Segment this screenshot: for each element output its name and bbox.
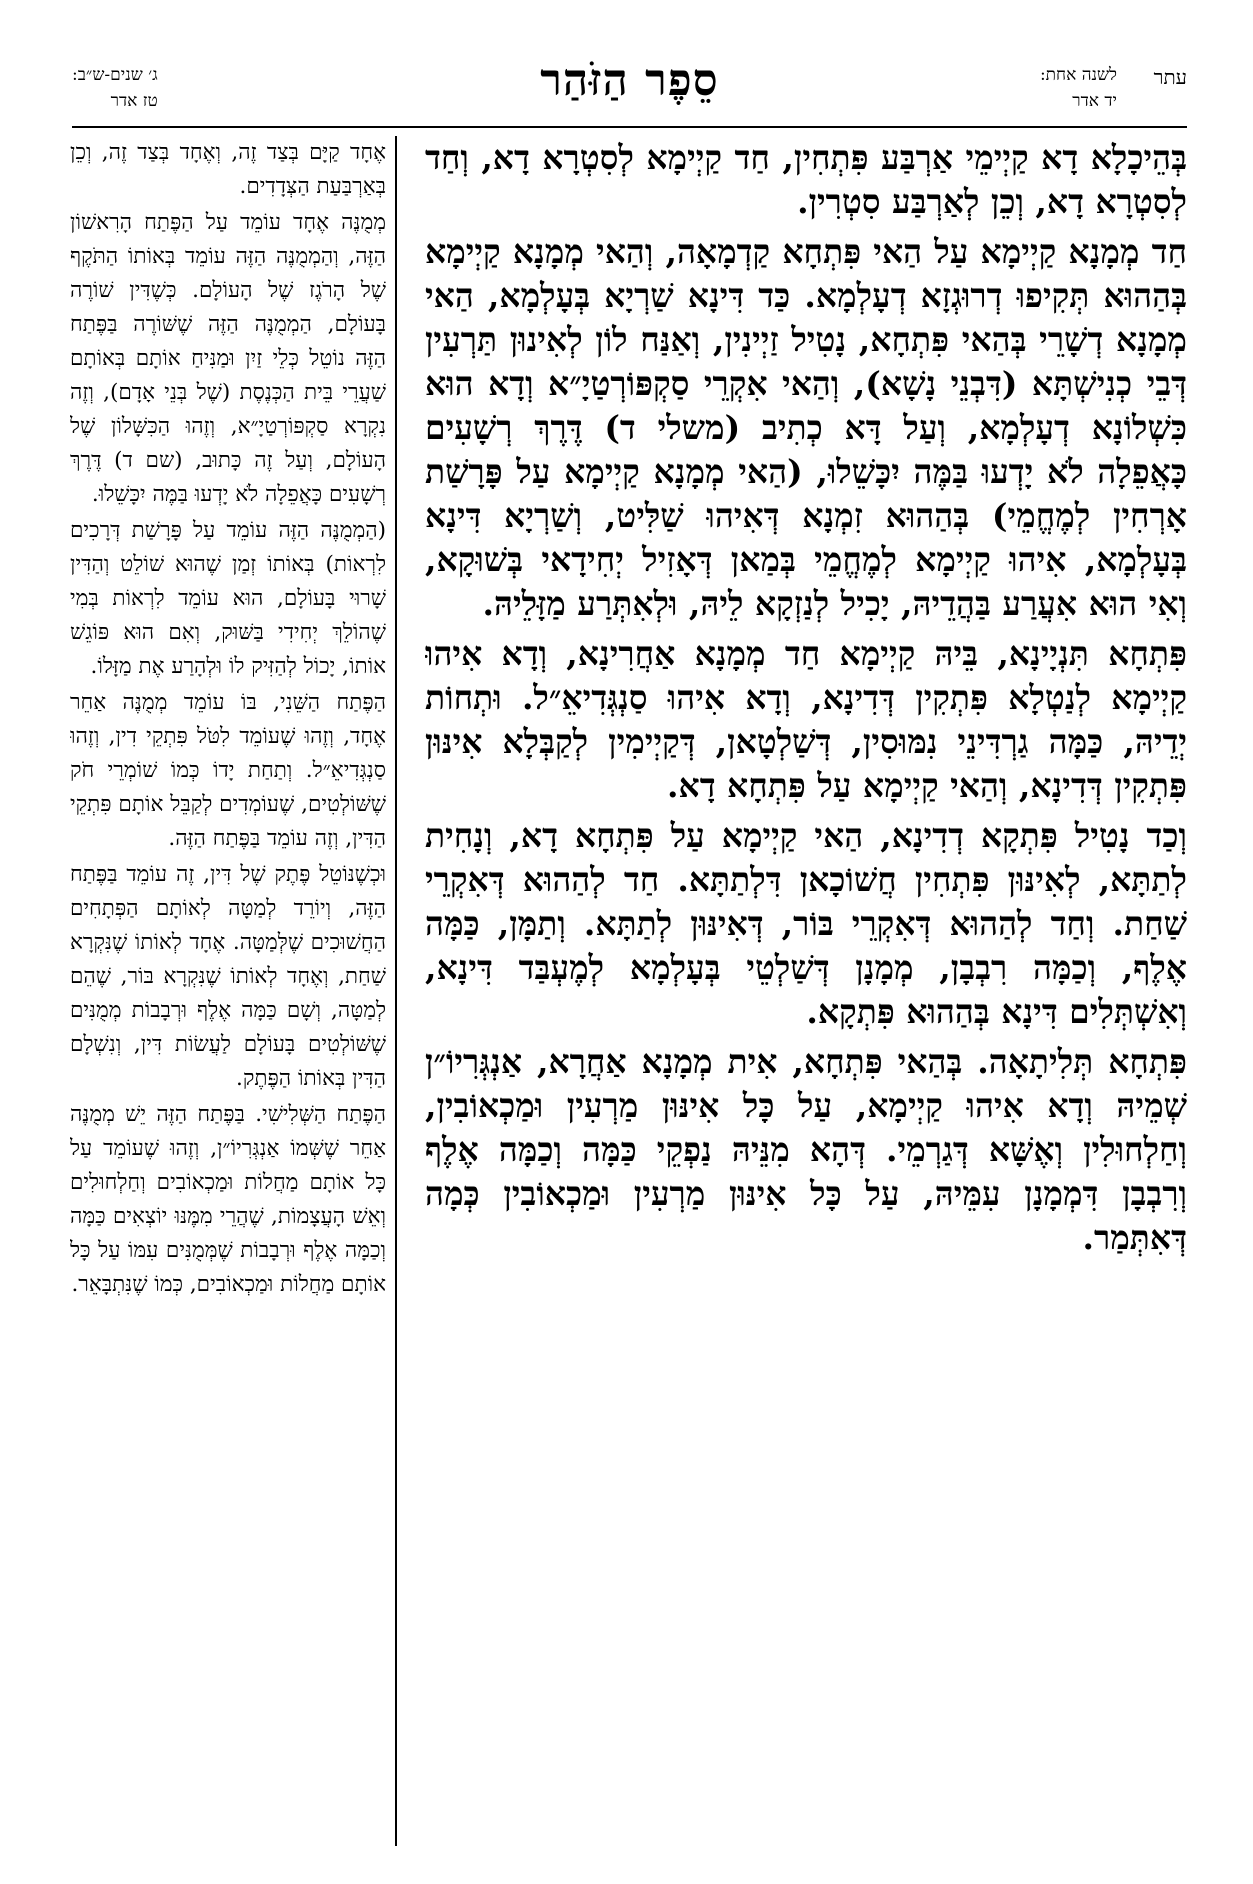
column-divider [395,136,397,1846]
header-year-left: ג׳ שנים-ש״ב: [72,65,158,85]
side-paragraph: (הַמְמֻנֶּה הַזֶּה עוֹמֵד עַל פָּרָשַׁת דְּרָכִים לִרְאוֹת) בְּאוֹתוֹ זְמַן שֶׁהוּא שׁוֹלֵט וְהַדִּין שָׁרוּי בָּעוֹלָם, הוּא עוֹמֵד לִרְאוֹת בְּמִי שֶׁהוֹלֵךְ יְחִידִי בַּשּׁוּק, וְאִם הוּא פּוֹגֵשׁ אוֹתוֹ, יָכוֹל לְהַזִּיק לוֹ וּלְהָרַע אֶת מַזָּלוֹ. [70,518,386,679]
hebrew-translation-column [70,136,386,1846]
main-paragraph: בְּהֵיכָלָא דָא קַיְימֵי אַרְבַּע פִּתְחִין, חַד קַיְימָא לְסִטְרָא דָא, וְחַד לְסִטְרָא דָא, וְכֵן לְאַרְבַּע סִטְרִין. [425,138,1187,221]
aramaic-main-column [425,136,1187,1846]
header-divider [72,126,1187,128]
main-paragraph: פִּתְחָא תִּנְיָינָא, בֵּיהּ קַיְימָא חַד מְמָנָא אַחֲרִינָא, וְדָא אִיהוּ קַיְימָא לְנַטְלָא פִּתְקִין דְּדִינָא, וְדָא אִיהוּ סַנְגְּדִיאֵ״ל. וּתְחוֹת יְדֵיהּ, כַּמָּה גַרְדִּינֵי נִמּוּסִין, דְּשַׁלְטָאן, דְּקַיְימִין לְקַבְּלָא אִינּוּן פִּתְקִין דְּדִינָא, וְהַאי קַיְימָא עַל פִּתְחָא דָא. [425,634,1187,805]
side-paragraph: וּכְשֶׁנּוֹטֵל פֶּתֶק שֶׁל דִּין, זֶה עוֹמֵד בַּפֶּתַח הַזֶּה, וְיוֹרֵד לְמַטָּה לְאוֹתָם הַפְּתָחִים הַחֲשׁוּכִים שֶׁלְּמַטָּה. אֶחָד לְאוֹתוֹ שֶׁנִּקְרָא שַׁחַת, וְאֶחָד לְאוֹתוֹ שֶׁנִּקְרָא בּוֹר, שֶׁהֵם לְמַטָּה, וְשָׁם כַּמָּה אֶלֶף וּרְבָבוֹת מְמֻנִּים שֶׁשּׁוֹלְטִים בָּעוֹלָם לַעֲשׂוֹת דִּין, וְנִשְׁלָם הַדִּין בְּאוֹתוֹ הַפֶּתֶק. [70,862,386,1091]
page-title: סֵפֶר הַזֹּהַר [540,55,719,106]
page-header [72,55,1187,129]
side-paragraph: הַפֶּתַח הַשְּׁלִישִׁי. בַּפֶּתַח הַזֶּה יֵשׁ מְמֻנֶּה אַחֵר שֶׁשְּׁמוֹ אַנְגְּרִיוֹ״ן, וְזֶהוּ שֶׁעוֹמֵד עַל כָּל אוֹתָם מַחֲלוֹת וּמַכְאוֹבִים וְחַלְחוּלִים וְאֵשׁ הָעֲצָמוֹת, שֶׁהֲרֵי מִמֶּנּוּ יוֹצְאִים כַּמָּה וְכַמָּה אֶלֶף וּרְבָבוֹת שֶׁמְּמֻנִּים עִמּוֹ עַל כָּל אוֹתָם מַחֲלוֹת וּמַכְאוֹבִים, כְּמוֹ שֶׁנִּתְבָּאֵר. [70,1102,386,1297]
header-date-left: טז אדר [110,91,158,111]
header-label: עתר [1153,65,1187,89]
main-paragraph: פִּתְחָא תְּלִיתָאָה. בְּהַאי פִּתְחָא, אִית מְמָנָא אַחֲרָא, אַנְגְּרִיוֹ״ן שְׁמֵיהּ וְדָא אִיהוּ קַיְימָא, עַל כָּל אִינּוּן מַרְעִין וּמַכְאוֹבִין, וְחַלְחוּלִין וְאֶשָּׁא דְּגַרְמֵי. דְּהָא מִנֵּיהּ נַפְקֵי כַּמָּה וְכַמָּה אֶלֶף וְרִבְבָן דִּמְמָנָן עִמֵּיהּ, עַל כָּל אִינּוּן מַרְעִין וּמַכְאוֹבִין כְּמָה דְּאִתְּמַר. [425,1042,1187,1257]
side-paragraph: אֶחָד קַיָּם בְּצַד זֶה, וְאֶחָד בְּצַד זֶה, וְכֵן בְּאַרְבַּעַת הַצְּדָדִים. [70,140,386,199]
main-paragraph: חַד מְמָנָא קַיְימָא עַל הַאי פִּתְחָא קַדְמָאָה, וְהַאי מְמָנָא קַיְימָא בְּהַהוּא תְּקִיפוּ דְרוּגְזָא דְעָלְמָא. כַּד דִּינָא שַׁרְיָא בְּעָלְמָא, הַאי מְמָנָא דְשָׁרֵי בְּהַאי פִּתְחָא, נָטִיל זַיְינִין, וְאַנַּח לוֹן לְאִינוּן תַּרְעִין דְּבֵי כְנִישְׁתָּא (דִּבְנֵי נָשָׁא), וְהַאי אִקְרֵי סַקְפּוֹרְטַיָ״א וְדָא הוּא כִּשְׁלוֹנָא דְעָלְמָא, וְעַל דָּא כְתִיב (משלי ד) דֶּרֶךְ רְשָׁעִים כָּאֲפֵלָה לֹא יָדְעוּ בַּמֶּה יִכָּשֵׁלוּ, (הַאי מְמָנָא קַיְימָא עַל פָּרָשַׁת אָרְחִין לְמֶחֱמֵי) בְּהַהוּא זִמְנָא דְּאִיהוּ שַׁלִּיט, וְשַׁרְיָא דִּינָא בְּעָלְמָא, אִיהוּ קַיְימָא לְמֶחֱמֵי בְּמַאן דְּאָזִיל יְחִידָאי בְּשׁוּקָא, וְאִי הוּא אִעֲרַע בַּהֲדֵיהּ, יָכִיל לְנַזְקָא לֵיהּ, וּלְאִתְּרַע מַזָּלֵיהּ. [425,232,1187,623]
header-date-right: יד אדר [1072,91,1117,111]
main-paragraph: וְכַד נָטִיל פִּתְקָא דְדִינָא, הַאי קַיְימָא עַל פִּתְחָא דָא, וְנָחִית לְתַתָּא, לְאִינּוּן פִּתְחִין חֲשׁוֹכָאן דִּלְתַתָּא. חַד לְהַהוּא דְּאִקְרֵי שַׁחַת. וְחַד לְהַהוּא דְּאִקְרֵי בּוֹר, דְּאִינּוּן לְתַתָּא. וְתַמָּן, כַּמָּה אֶלֶף, וְכַמָּה רִבְבָן, מְמָנָן דְּשַׁלְטֵי בְּעָלְמָא לְמֶעְבַּד דִּינָא, וְאִשְׁתְּלִים דִּינָא בְּהַהוּא פִּתְקָא. [425,816,1187,1031]
header-left [72,65,158,111]
side-paragraph: הַפֶּתַח הַשֵּׁנִי, בּוֹ עוֹמֵד מְמֻנֶּה אַחֵר אֶחָד, וְזֶהוּ שֶׁעוֹמֵד לִטֹּל פִּתְקֵי דִין, וְזֶהוּ סַנְגְּדִיאֵ״ל. וְתַחַת יָדוֹ כְּמוֹ שׁוֹמְרֵי חֹק שֶׁשּׁוֹלְטִים, שֶׁעוֹמְדִים לְקַבֵּל אוֹתָם פִּתְקֵי הַדִּין, וְזֶה עוֹמֵד בַּפֶּתַח הַזֶּה. [70,690,386,851]
side-paragraph: מְמֻנֶּה אֶחָד עוֹמֵד עַל הַפֶּתַח הָרִאשׁוֹן הַזֶּה, וְהַמְמֻנֶּה הַזֶּה עוֹמֵד בְּאוֹתוֹ הַתֹּקֶף שֶׁל הָרֹגֶז שֶׁל הָעוֹלָם. כְּשֶׁדִּין שׁוֹרֶה בָּעוֹלָם, הַמְמֻנֶּה הַזֶּה שֶׁשּׁוֹרֶה בַּפֶּתַח הַזֶּה נוֹטֵל כְּלֵי זַיִן וּמַנִּיחַ אוֹתָם בְּאוֹתָם שַׁעֲרֵי בֵּית הַכְּנֶסֶת (שֶׁל בְּנֵי אָדָם), וְזֶה נִקְרָא סַקְפּוֹרְטַיָ״א, וְזֶהוּ הַכִּשָּׁלוֹן שֶׁל הָעוֹלָם, וְעַל זֶה כָּתוּב, (שם ד) דֶּרֶךְ רְשָׁעִים כָּאֲפֵלָה לֹא יָדְעוּ בַּמֶּה יִכָּשֵׁלוּ. [70,210,386,507]
header-year-label: לשנה אחת: [1039,65,1117,85]
